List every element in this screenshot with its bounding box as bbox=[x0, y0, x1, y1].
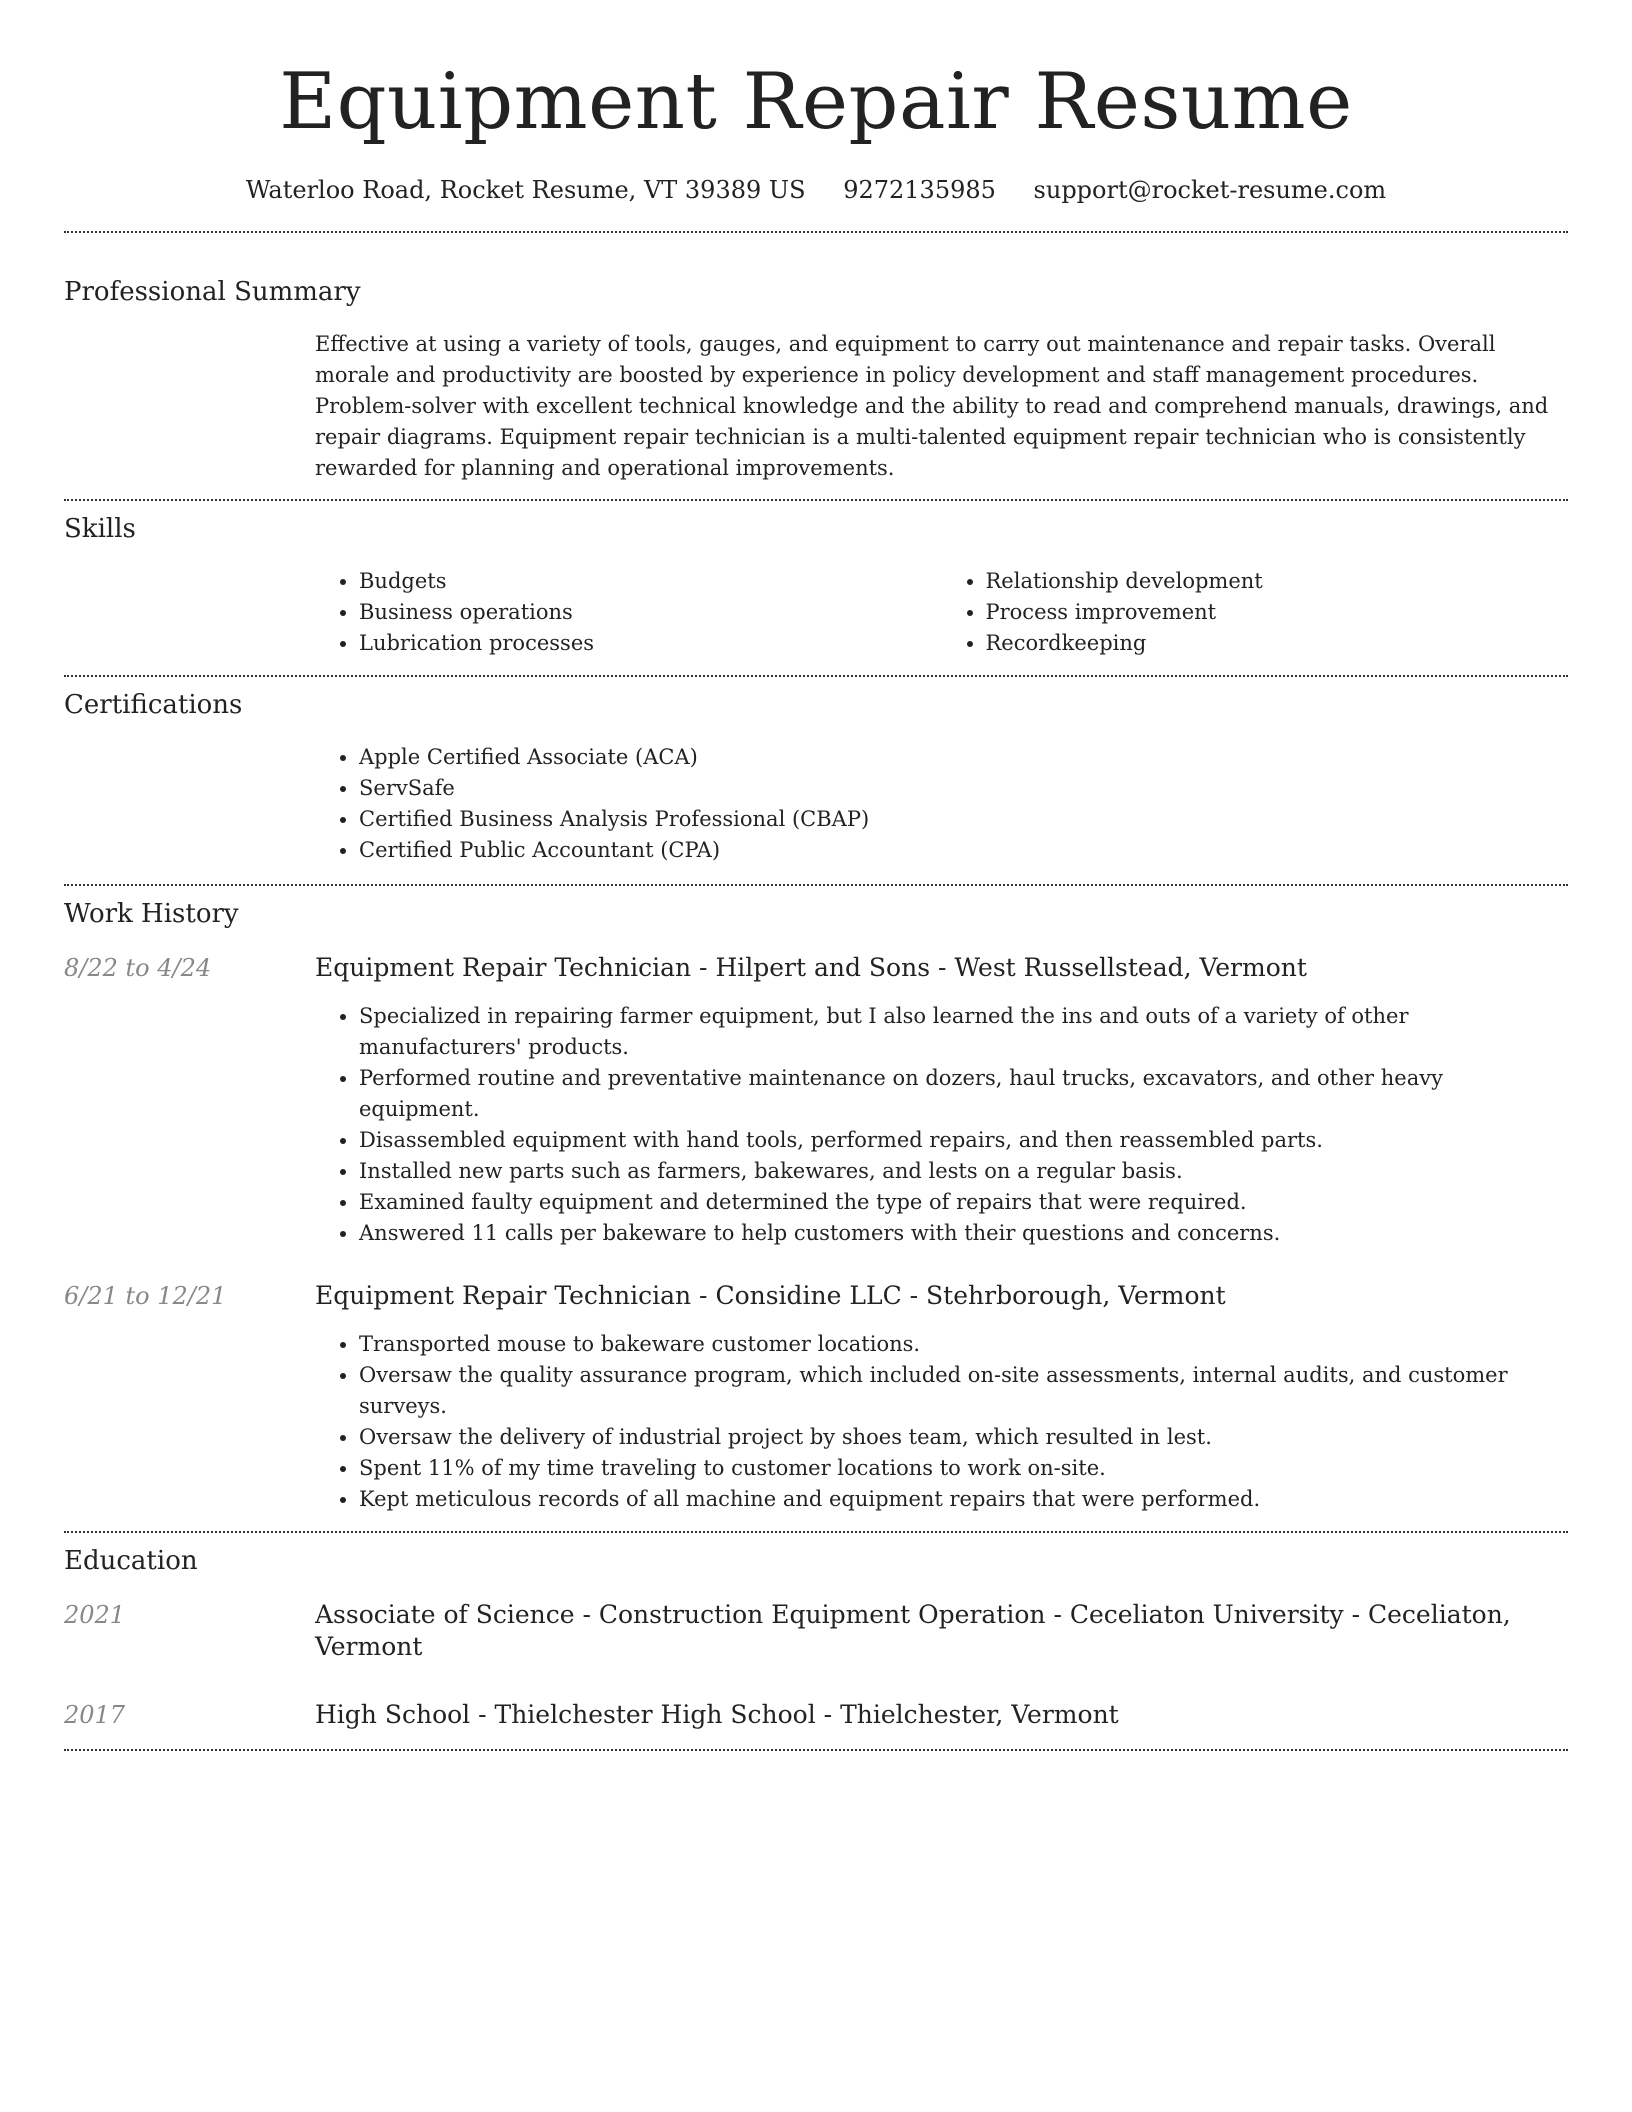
education-year: 2021 bbox=[64, 1601, 126, 1629]
education-year: 2017 bbox=[64, 1701, 126, 1729]
list-item: • Transported mouse to bakeware customer locations. bbox=[359, 1329, 1568, 1360]
contact-line bbox=[64, 174, 1568, 206]
job-bullets bbox=[315, 1329, 1568, 1515]
skills-column-right bbox=[942, 566, 1569, 659]
list-item: • Lubrication processes bbox=[359, 628, 942, 659]
list-item: • Oversaw the delivery of industrial project by shoes team, which resulted in lest. bbox=[359, 1422, 1568, 1453]
certifications-section bbox=[64, 677, 1568, 866]
list-item: • Budgets bbox=[359, 566, 942, 597]
job-dates: 6/21 to 12/21 bbox=[64, 1282, 227, 1310]
list-item: • Certified Business Analysis Professional (CBAP) bbox=[359, 804, 1568, 835]
summary-text: Effective at using a variety of tools, gauges, and equipment to carry out maintenance and repair tasks. Overall morale and productivity are boosted by experience in policy development and staff management procedures. Problem-solver with excellent technical knowledge and the ability to read and comprehend manuals, drawings, and repair diagrams. Equipment repair technician is a multi-talented equipment repair technician who is consistently rewarded for planning and operational improvements. bbox=[315, 332, 1549, 480]
list-item: • Kept meticulous records of all machine and equipment repairs that were performed. bbox=[359, 1484, 1568, 1515]
education-section bbox=[64, 1533, 1568, 1731]
list-item: • Certified Public Accountant (CPA) bbox=[359, 835, 1568, 866]
list-item: • Performed routine and preventative maintenance on dozers, haul trucks, excavators, and other heavy equipment. bbox=[359, 1063, 1568, 1125]
education-entry bbox=[64, 1599, 1568, 1663]
list-item: • Examined faulty equipment and determined the type of repairs that were required. bbox=[359, 1187, 1568, 1218]
summary-section bbox=[64, 233, 1568, 484]
work-history-section bbox=[64, 886, 1568, 1515]
divider bbox=[64, 1749, 1568, 1751]
skills-heading: Skills bbox=[64, 514, 136, 544]
list-item: • ServSafe bbox=[359, 773, 1568, 804]
education-entry bbox=[64, 1699, 1568, 1731]
list-item: • Specialized in repairing farmer equipment, but I also learned the ins and outs of a variety of other manufacturers' products. bbox=[359, 1001, 1568, 1063]
list-item: • Apple Certified Associate (ACA) bbox=[359, 742, 1568, 773]
skills-list bbox=[315, 566, 1568, 659]
list-item: • Oversaw the quality assurance program, which included on-site assessments, internal audits, and customer surveys. bbox=[359, 1360, 1568, 1422]
list-item: • Business operations bbox=[359, 597, 942, 628]
list-item: • Spent 11% of my time traveling to customer locations to work on-site. bbox=[359, 1453, 1568, 1484]
contact-address: Waterloo Road, Rocket Resume, VT 39389 US bbox=[245, 176, 806, 204]
list-item: • Relationship development bbox=[986, 566, 1569, 597]
education-degree: High School bbox=[315, 1700, 471, 1729]
skills-column-left bbox=[315, 566, 942, 659]
certifications-list bbox=[315, 742, 1568, 866]
skills-section bbox=[64, 501, 1568, 659]
work-history-heading: Work History bbox=[64, 899, 239, 929]
contact-email: support@rocket-resume.com bbox=[1033, 176, 1387, 204]
education-school: - Ceceliaton University - Ceceliaton, Vermont bbox=[315, 1600, 1511, 1661]
education-degree: Associate of Science - Construction Equipment Operation bbox=[315, 1600, 1046, 1629]
contact-phone: 9272135985 bbox=[843, 176, 996, 204]
certifications-heading: Certifications bbox=[64, 690, 243, 720]
education-school: - Thielchester High School - Thielchester, Vermont bbox=[470, 1700, 1119, 1729]
education-heading: Education bbox=[64, 1546, 198, 1576]
job-heading: Equipment Repair Technician - Considine LLC - Stehrborough, Vermont bbox=[315, 1281, 1226, 1310]
list-item: • Installed new parts such as farmers, bakewares, and lests on a regular basis. bbox=[359, 1156, 1568, 1187]
list-item: • Process improvement bbox=[986, 597, 1569, 628]
list-item: • Recordkeeping bbox=[986, 628, 1569, 659]
job-entry bbox=[64, 1280, 1568, 1515]
job-entry bbox=[64, 952, 1568, 1249]
job-bullets bbox=[315, 1001, 1568, 1249]
list-item: • Answered 11 calls per bakeware to help customers with their questions and concerns. bbox=[359, 1218, 1568, 1249]
summary-heading: Professional Summary bbox=[64, 277, 361, 307]
resume-title: Equipment Repair Resume bbox=[279, 57, 1353, 147]
job-dates: 8/22 to 4/24 bbox=[64, 954, 212, 982]
job-heading: Equipment Repair Technician - Hilpert and Sons - West Russellstead, Vermont bbox=[315, 953, 1307, 982]
list-item: • Disassembled equipment with hand tools, performed repairs, and then reassembled parts. bbox=[359, 1125, 1568, 1156]
